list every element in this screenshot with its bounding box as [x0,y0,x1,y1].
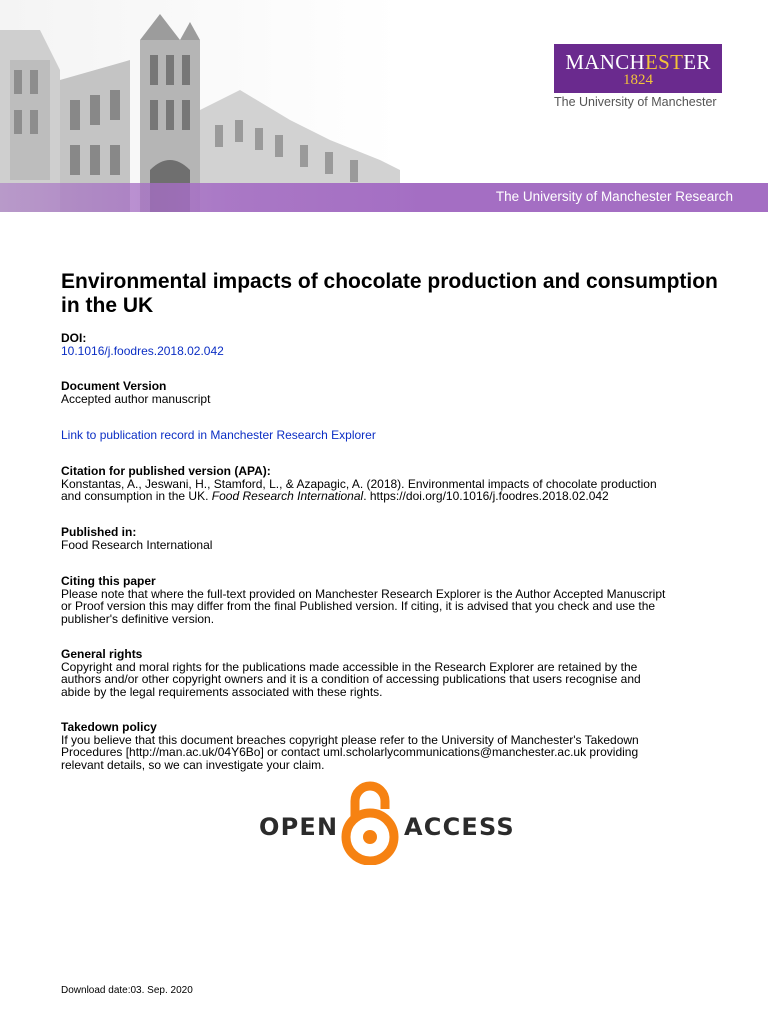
published-in-label: Published in: [61,525,137,539]
version-value: Accepted author manuscript [61,391,211,406]
version-label: Document Version [61,379,167,393]
university-building-image [0,0,400,212]
open-word: OPEN [259,813,339,841]
rights-label: General rights [61,647,143,661]
research-bar-label: The University of Manchester Research [495,189,733,204]
takedown-line: Procedures [http://man.ac.uk/04Y6Bo] or contact uml.scholarlycommunications@manchester.ac.uk providing [61,745,639,759]
access-word: ACCESS [404,813,515,841]
takedown-line: If you believe that this document breaches copyright please refer to the University of Manchester's Takedown [61,732,639,747]
page-title: Environmental impacts of chocolate production and consumption in the UK [61,270,718,317]
takedown-line: relevant details, so we can investigate your claim. [61,757,325,772]
journal-name: Food Research International [211,489,364,503]
publication-record-link[interactable]: Link to publication record in Manchester Research Explorer [61,428,376,442]
university-name: The University of Manchester [554,95,717,109]
document-title-block [61,270,721,318]
citing-line: Please note that where the full-text provided on Manchester Research Explorer is the Author Accepted Manuscript [61,586,666,601]
takedown-label: Takedown policy [61,720,157,734]
record-link-section [61,429,721,442]
version-section [61,380,721,405]
citation-line-1: Konstantas, A., Jeswani, H., Stamford, L., & Azapagic, A. (2018). Environmental impacts of chocolate production [61,476,657,491]
citing-section [61,575,721,625]
header-banner [0,0,768,212]
citing-label: Citing this paper [61,574,156,588]
rights-line: Copyright and moral rights for the publications made accessible in the Research Explorer are retained by the [61,659,638,674]
logo-wordmark: MANCHESTER [565,50,711,74]
download-date: Download date:03. Sep. 2020 [61,985,193,996]
rights-line: authors and/or other copyright owners and it is a condition of accessing publications that users recognise and [61,672,641,686]
open-access-logo [257,775,517,865]
doi-section [61,332,721,357]
manchester-logo [554,44,722,93]
doi-label: DOI: [61,331,87,345]
citing-line: publisher's definitive version. [61,611,215,626]
rights-line: abide by the legal requirements associated with these rights. [61,684,383,699]
doi-link[interactable]: 10.1016/j.foodres.2018.02.042 [61,343,224,358]
citation-section [61,465,721,503]
open-lock-icon [341,779,401,865]
citation-line-2: and consumption in the UK. Food Research International. https://doi.org/10.1016/j.foodres.2018.02.042 [61,489,609,503]
published-in-value: Food Research International [61,537,213,552]
published-in-section [61,526,721,551]
citing-line: or Proof version this may differ from the final Published version. If citing, it is advised that you check and use the [61,599,656,613]
citation-label: Citation for published version (APA): [61,464,271,478]
logo-year: 1824 [623,72,653,88]
takedown-section [61,721,721,771]
rights-section [61,648,721,698]
